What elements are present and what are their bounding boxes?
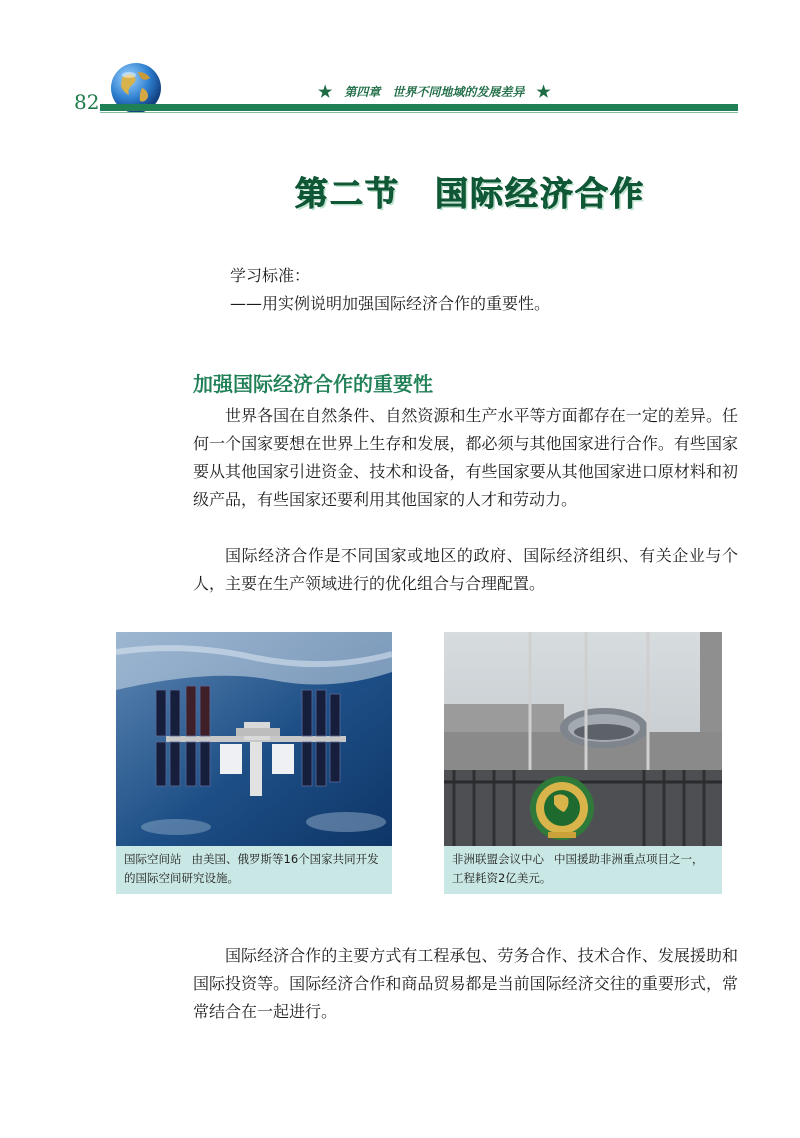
chapter-title-text: 第四章 世界不同地域的发展差异 <box>344 85 525 99</box>
star-icon: ★ <box>318 82 333 101</box>
header-divider-thin <box>100 112 738 113</box>
star-icon: ★ <box>536 82 551 101</box>
figure-caption <box>444 846 722 894</box>
section-title: 第二节 国际经济合作 <box>295 174 645 213</box>
paragraph: 国际经济合作的主要方式有工程承包、劳务合作、技术合作、发展援助和国际投资等。国际经济合作和商品贸易都是当前国际经济交往的重要形式，常常结合在一起进行。 <box>193 946 738 1021</box>
paragraph: 国际经济合作是不同国家或地区的政府、国际经济组织、有关企业与个人，主要在生产领域进行的优化组合与合理配置。 <box>193 546 738 593</box>
chapter-title <box>318 82 588 101</box>
subsection-heading: 加强国际经济合作的重要性 <box>193 372 433 396</box>
page-number: 82 <box>74 90 100 114</box>
paragraph: 世界各国在自然条件、自然资源和生产水平等方面都存在一定的差异。任何一个国家要想在世界上生存和发展，都必须与其他国家进行合作。有些国家要从其他国家引进资金、技术和设备，有些国家要从其他国家进口原材料和初级产品，有些国家还要利用其他国家的人才和劳动力。 <box>193 406 738 509</box>
figure-au-center <box>444 632 722 894</box>
caption-text: 中国援助非洲重点项目之一，工程耗资2亿美元。 <box>452 852 704 885</box>
caption-label: 国际空间站 <box>124 852 182 866</box>
au-center-photo <box>444 632 722 846</box>
iss-photo <box>116 632 392 846</box>
figure-iss <box>116 632 392 894</box>
header-divider <box>100 104 738 111</box>
standard-label: 学习标准： <box>230 266 311 285</box>
learning-standard <box>230 262 550 318</box>
figure-caption <box>116 846 392 894</box>
caption-text: 由美国、俄罗斯等16个国家共同开发的国际空间研究设施。 <box>124 852 379 885</box>
standard-text: ——用实例说明加强国际经济合作的重要性。 <box>230 294 551 313</box>
caption-label: 非洲联盟会议中心 <box>452 852 544 866</box>
